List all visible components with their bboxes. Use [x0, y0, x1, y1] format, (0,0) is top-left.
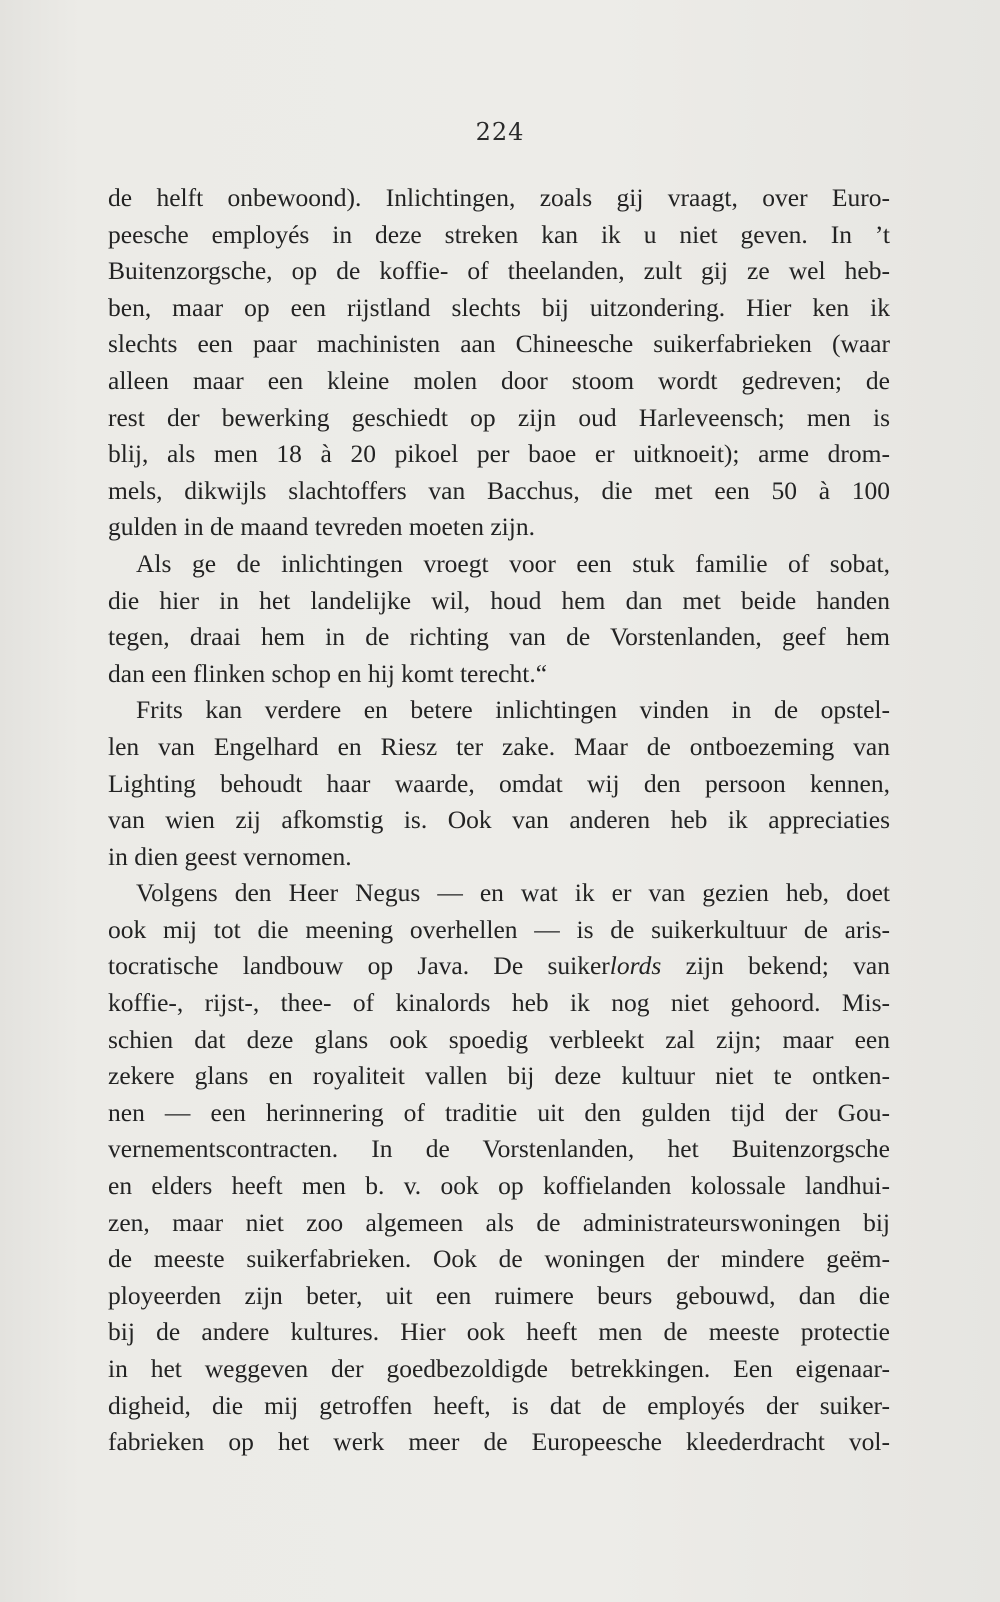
text-line: nen — een herinnering of traditie uit den gulden tijd der Gou- [108, 1097, 890, 1127]
text-line: vernementscontracten. In de Vorstenlanden, het Buitenzorgsche [108, 1134, 890, 1164]
text-line: de meeste suikerfabrieken. Ook de woningen der mindere geëm- [108, 1244, 890, 1274]
text-line: schien dat deze glans ook spoedig verbleekt zal zijn; maar een [108, 1024, 890, 1054]
text-line: tegen, draai hem in de richting van de Vorstenlanden, geef hem [108, 622, 890, 652]
text-line: Volgens den Heer Negus — en wat ik er van gezien heb, doet [136, 878, 890, 908]
text-line: zen, maar niet zoo algemeen als de administrateurswoningen bij [108, 1207, 890, 1237]
text-line: Als ge de inlichtingen vroegt voor een stuk familie of sobat, [136, 548, 890, 578]
text-line: Buitenzorgsche, op de koffie- of theelanden, zult gij ze wel heb- [108, 256, 890, 286]
text-line: peesche employés in deze streken kan ik u niet geven. In ’t [108, 219, 890, 249]
body-text [108, 180, 890, 1461]
text-line: ployeerden zijn beter, uit een ruimere beurs gebouwd, dan die [108, 1280, 890, 1310]
text-line: van wien zij afkomstig is. Ook van anderen heb ik appreciaties [108, 805, 890, 835]
text-line: die hier in het landelijke wil, houd hem dan met beide handen [108, 585, 890, 615]
text-line: en elders heeft men b. v. ook op koffielanden kolossale landhui- [108, 1171, 890, 1201]
text-line: ook mij tot die meening overhellen — is de suikerkultuur de aris- [108, 914, 890, 944]
text-line: mels, dikwijls slachtoffers van Bacchus, die met een 50 à 100 [108, 475, 890, 505]
text-line: alleen maar een kleine molen door stoom wordt gedreven; de [108, 365, 890, 395]
text-line: blij, als men 18 à 20 pikoel per baoe er uitknoeit); arme drom- [108, 439, 890, 469]
italic-word: lords [609, 951, 662, 981]
text-line: Frits kan verdere en betere inlichtingen vinden in de opstel- [136, 695, 890, 725]
text-line: rest der bewerking geschiedt op zijn oud Harleveensch; men is [108, 402, 890, 432]
text-line: tocratische landbouw op Java. De suikerlords zijn bekend; van [108, 951, 890, 981]
text-line: bij de andere kultures. Hier ook heeft men de meeste protectie [108, 1317, 890, 1347]
text-line: ben, maar op een rijstland slechts bij uitzondering. Hier ken ik [108, 292, 890, 322]
text-line: len van Engelhard en Riesz ter zake. Maar de ontboezeming van [108, 731, 890, 761]
text-line: slechts een paar machinisten aan Chineesche suikerfabrieken (waar [108, 329, 890, 359]
text-line: koffie-, rijst-, thee- of kinalords heb ik nog niet gehoord. Mis- [108, 988, 890, 1018]
text-line: gulden in de maand tevreden moeten zijn. [108, 512, 535, 542]
text-line: fabrieken op het werk meer de Europeesche kleederdracht vol- [108, 1427, 890, 1457]
text-line: de helft onbewoond). Inlichtingen, zoals gij vraagt, over Euro- [108, 183, 890, 212]
text-line: in het weggeven der goedbezoldigde betrekkingen. Een eigenaar- [108, 1354, 890, 1383]
text-line: Lighting behoudt haar waarde, omdat wij den persoon kennen, [108, 768, 890, 798]
page-number: 224 [475, 118, 525, 146]
text-line: digheid, die mij getroffen heeft, is dat de employés der suiker- [108, 1390, 890, 1420]
text-line: dan een flinken schop en hij komt terecht.“ [108, 658, 548, 688]
text-line: in dien geest vernomen. [108, 841, 352, 871]
text-line: zekere glans en royaliteit vallen bij deze kultuur niet te ontken- [108, 1061, 890, 1091]
